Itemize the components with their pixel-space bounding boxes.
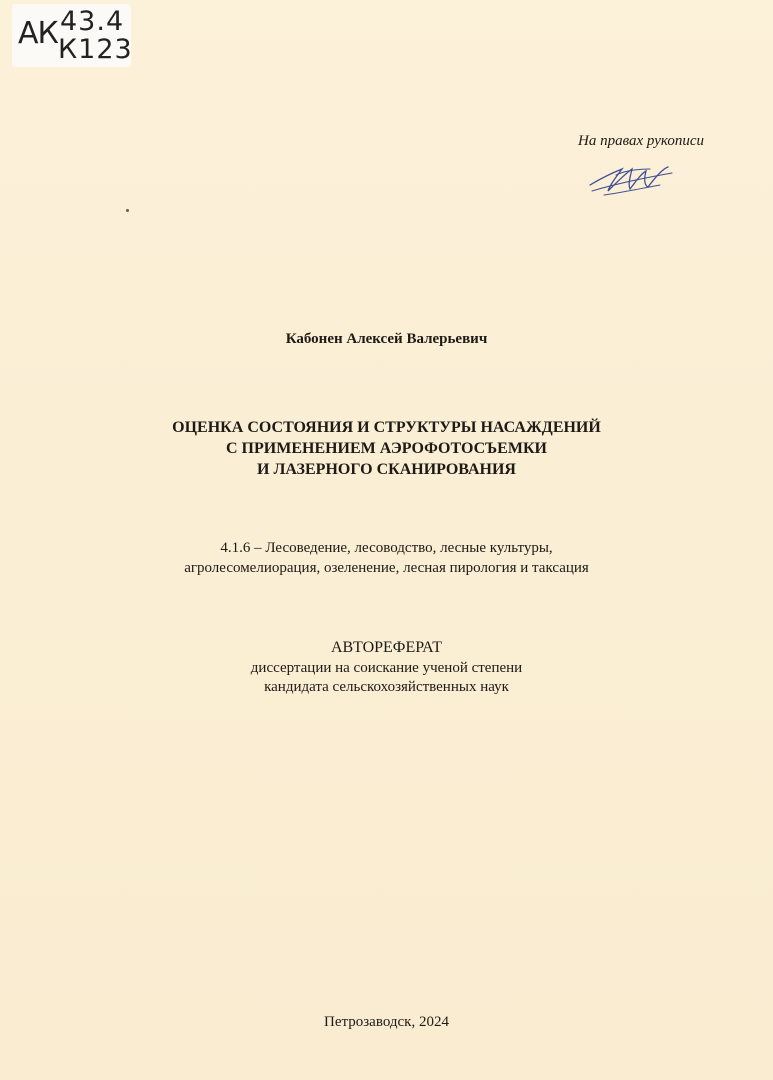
title-line: И ЛАЗЕРНОГО СКАНИРОВАНИЯ (257, 461, 516, 478)
rights-note: На правах рукописи (578, 133, 704, 149)
abstract-heading: АВТОРЕФЕРАТ (331, 639, 442, 656)
stamp-class-code: 43.4 (60, 6, 125, 37)
title-line: ОЦЕНКА СОСТОЯНИЯ И СТРУКТУРЫ НАСАЖДЕНИЙ (172, 419, 601, 436)
stamp-author-code: К123 (58, 34, 133, 65)
specialty-code (0, 538, 773, 578)
library-stamp (12, 4, 131, 67)
degree-line: диссертации на соискание ученой степени (250, 660, 523, 676)
specialty-line: агролесомелиорация, озеленение, лесная пирология и таксация (184, 560, 589, 576)
degree-description (0, 659, 773, 697)
place-and-year: Петрозаводск, 2024 (324, 1014, 449, 1030)
degree-line: кандидата сельскохозяйственных наук (264, 679, 509, 695)
stamp-prefix: АК (18, 16, 58, 51)
handwritten-signature (586, 155, 676, 205)
dissertation-title (0, 417, 773, 480)
title-line: С ПРИМЕНЕНИЕМ АЭРОФОТОСЪЕМКИ (226, 440, 547, 457)
specialty-line: 4.1.6 – Лесоведение, лесоводство, лесные культуры, (220, 540, 553, 556)
speck (126, 209, 129, 212)
author-name: Кабонен Алексей Валерьевич (285, 331, 488, 347)
